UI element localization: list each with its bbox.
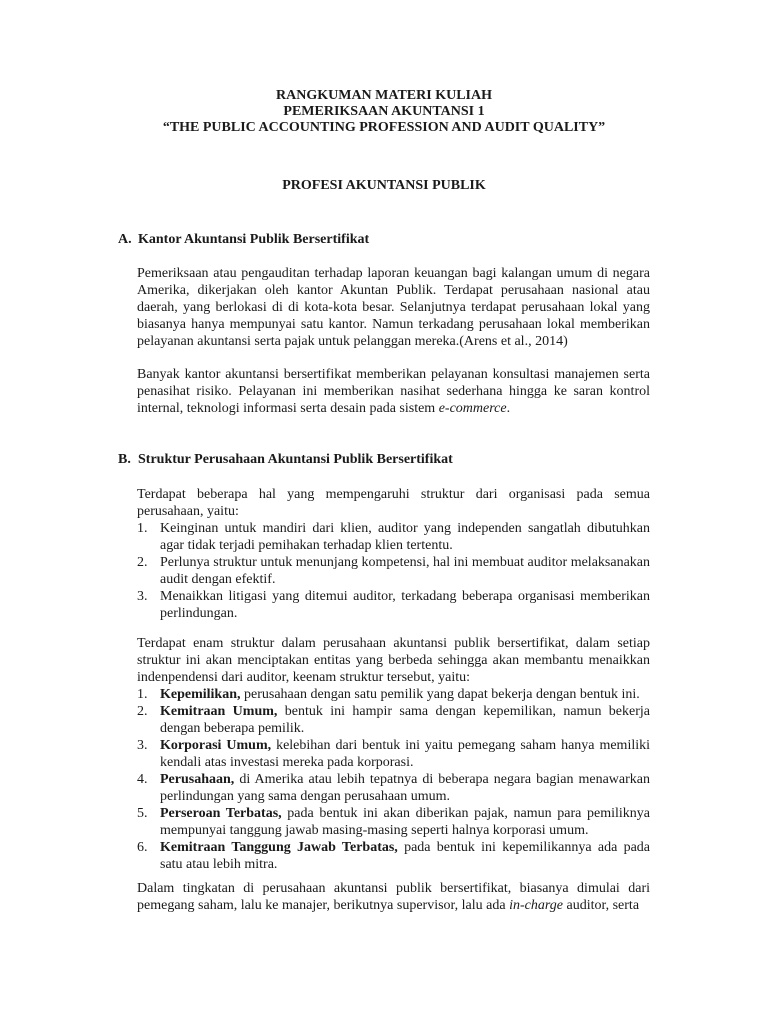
section-a-paragraph-2 xyxy=(137,366,650,417)
list-item-text: di Amerika atau lebih tepatnya di beberapa negara bagian menawarkan perlindungan yang sama dengan perusahaan umum. xyxy=(160,772,650,804)
list-item xyxy=(137,520,650,554)
section-b-title: Struktur Perusahaan Akuntansi Publik Bersertifikat xyxy=(138,452,453,467)
document-title xyxy=(0,88,768,136)
list-item-text: pada bentuk ini kepemilikannya ada pada satu atau lebih mitra. xyxy=(160,840,650,872)
list-item-text: bentuk ini hampir sama dengan kepemilikan, namun bekerja dengan beberapa pemilik. xyxy=(160,704,650,736)
section-b-closing-end: auditor, serta xyxy=(563,898,640,913)
section-a-paragraph-1: Pemeriksaan atau pengauditan terhadap laporan keuangan bagi kalangan umum di negara Amerika, dikerjakan oleh kantor Akuntan Publik. Terdapat perusahaan nasional atau daerah, yang berlokasi di di kota-kota besar. Selanjutnya terdapat perusahaan lokal yang biasanya hanya mempunyai satu kantor. Namun terkadang perusahaan lokal memberikan pelayanan akuntansi serta pajak untuk pelanggan mereka.(Arens et al., 2014) xyxy=(137,266,650,349)
list-item xyxy=(137,554,650,588)
list-item-number: 2. xyxy=(137,555,148,570)
section-b-heading xyxy=(118,452,453,468)
list-item-text: Menaikkan litigasi yang ditemui auditor, terkadang beberapa organisasi memberikan perlindungan. xyxy=(160,589,650,621)
document-subtitle: PROFESI AKUNTANSI PUBLIK xyxy=(282,178,486,193)
section-a-paragraph-2-italic: e-commerce xyxy=(438,401,507,416)
list-item-text: kelebihan dari bentuk ini yaitu pemegang saham hanya memiliki kendali atas investasi mereka pada korporasi. xyxy=(160,738,650,770)
list-item-term: Kemitraan Tanggung Jawab Terbatas, xyxy=(160,840,398,855)
list-item xyxy=(137,737,650,771)
title-line-3: “THE PUBLIC ACCOUNTING PROFESSION AND AUDIT QUALITY” xyxy=(162,120,606,135)
section-b-closing xyxy=(137,880,650,914)
section-a-paragraph-2-end: . xyxy=(506,401,511,416)
list-item xyxy=(137,805,650,839)
list-item-term: Perusahaan, xyxy=(160,772,235,787)
list-item-term: Perseroan Terbatas, xyxy=(160,806,282,821)
list-item-term: Korporasi Umum, xyxy=(160,738,272,753)
section-a-heading xyxy=(118,232,369,248)
section-b-intro: Terdapat beberapa hal yang mempengaruhi struktur dari organisasi pada semua perusahaan, yaitu: xyxy=(137,487,650,519)
list-item xyxy=(137,703,650,737)
list-item-term: Kepemilikan, xyxy=(160,687,241,702)
list-item-text: Keinginan untuk mandiri dari klien, auditor yang independen sangatlah dibutuhkan agar tidak terjadi pemihakan terhadap klien tertentu. xyxy=(160,521,650,553)
list-item-number: 1. xyxy=(137,521,148,536)
section-b-closing-italic: in-charge xyxy=(509,898,564,913)
list-item xyxy=(137,588,650,622)
section-b-letter: B. xyxy=(118,452,131,467)
list-item-term: Kemitraan Umum, xyxy=(160,704,278,719)
title-line-1: RANGKUMAN MATERI KULIAH xyxy=(276,88,492,103)
list-item-text: perusahaan dengan satu pemilik yang dapat bekerja dengan bentuk ini. xyxy=(240,687,640,702)
list-item-text: pada bentuk ini akan diberikan pajak, namun para pemiliknya mempunyai tanggung jawab masing-masing seperti halnya korporasi umum. xyxy=(160,806,650,838)
factors-list xyxy=(137,520,650,622)
list-item-number: 5. xyxy=(137,806,148,821)
section-b-intro-2: Terdapat enam struktur dalam perusahaan akuntansi publik bersertifikat, dalam setiap struktur ini akan menciptakan entitas yang berbeda sehingga akan membantu menaikkan indenpendensi dari auditor, keenam struktur tersebut, yaitu: xyxy=(137,636,650,685)
title-line-2: PEMERIKSAAN AKUNTANSI 1 xyxy=(283,104,485,119)
list-item xyxy=(137,839,650,873)
section-a-title: Kantor Akuntansi Publik Bersertifikat xyxy=(138,232,370,247)
section-a-letter: A. xyxy=(118,232,132,247)
list-item xyxy=(137,686,650,703)
list-item-number: 3. xyxy=(137,738,148,753)
section-a-paragraph-2-text: Banyak kantor akuntansi bersertifikat memberikan pelayanan konsultasi manajemen serta penasihat risiko. Pelayanan ini memberikan nasihat sederhana hingga ke saran kontrol internal, teknologi informasi serta desain pada sistem xyxy=(137,367,650,416)
list-item xyxy=(137,771,650,805)
list-item-number: 2. xyxy=(137,704,148,719)
section-b-closing-text: Dalam tingkatan di perusahaan akuntansi publik bersertifikat, biasanya dimulai dari pemegang saham, lalu ke manajer, berikutnya supervisor, lalu ada xyxy=(137,881,650,913)
list-item-number: 1. xyxy=(137,687,148,702)
structures-list xyxy=(137,686,650,873)
list-item-number: 6. xyxy=(137,840,148,855)
list-item-number: 4. xyxy=(137,772,148,787)
list-item-number: 3. xyxy=(137,589,148,604)
list-item-text: Perlunya struktur untuk menunjang kompetensi, hal ini membuat auditor melaksanakan audit dengan efektif. xyxy=(160,555,650,587)
